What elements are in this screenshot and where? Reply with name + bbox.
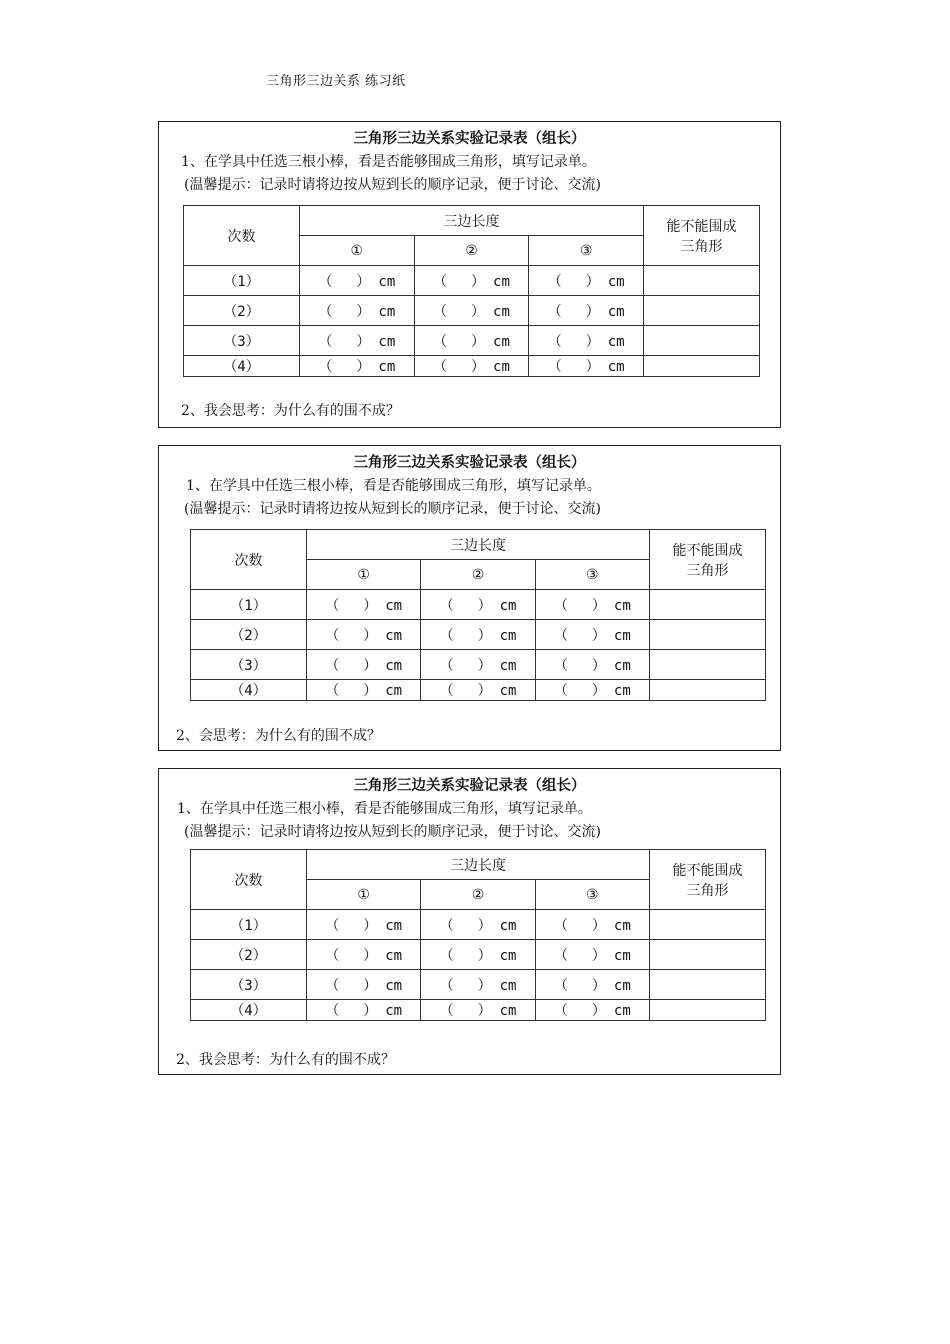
result-header-line1: 能不能围成 bbox=[672, 542, 743, 559]
length-cell[interactable]: （ ） cm bbox=[300, 296, 415, 326]
record-card-3 bbox=[158, 768, 781, 1075]
table-row bbox=[184, 266, 760, 296]
length-cell[interactable]: （ ） cm bbox=[421, 590, 535, 620]
result-cell[interactable] bbox=[650, 650, 766, 680]
length-cell[interactable]: （ ） cm bbox=[535, 910, 649, 940]
result-header-line2: 三角形 bbox=[686, 562, 729, 579]
length-cell[interactable]: （ ） cm bbox=[307, 940, 421, 970]
card-title: 三角形三边关系实验记录表（组长） bbox=[353, 131, 586, 147]
table-row bbox=[191, 1000, 766, 1021]
table-row bbox=[191, 590, 766, 620]
table-row bbox=[191, 680, 766, 701]
result-header-line2: 三角形 bbox=[680, 238, 723, 255]
row-label: （3） bbox=[191, 970, 307, 1000]
length-cell[interactable]: （ ） cm bbox=[307, 1000, 421, 1021]
instruction: 1、在学具中任选三根小棒，看是否能够围成三角形，填写记录单。 bbox=[186, 478, 601, 494]
result-cell[interactable] bbox=[644, 296, 760, 326]
side-label-1: ① bbox=[300, 236, 415, 266]
length-cell[interactable]: （ ） cm bbox=[535, 650, 649, 680]
hint: (温馨提示：记录时请将边按从短到长的顺序记录，便于讨论、交流) bbox=[184, 177, 601, 193]
hint: (温馨提示：记录时请将边按从短到长的顺序记录，便于讨论、交流) bbox=[184, 824, 601, 840]
length-cell[interactable]: （ ） cm bbox=[529, 356, 644, 377]
table-row bbox=[184, 356, 760, 377]
table-row bbox=[191, 970, 766, 1000]
table-row bbox=[191, 940, 766, 970]
side-label-1: ① bbox=[307, 880, 421, 910]
length-cell[interactable]: （ ） cm bbox=[529, 326, 644, 356]
row-label: （2） bbox=[191, 940, 307, 970]
result-cell[interactable] bbox=[650, 620, 766, 650]
think-question: 2、会思考：为什么有的围不成？ bbox=[176, 728, 381, 744]
length-cell[interactable]: （ ） cm bbox=[421, 970, 535, 1000]
side-label-3: ③ bbox=[535, 560, 649, 590]
length-cell[interactable]: （ ） cm bbox=[307, 680, 421, 701]
length-cell[interactable]: （ ） cm bbox=[414, 326, 529, 356]
card-title: 三角形三边关系实验记录表（组长） bbox=[353, 778, 586, 794]
length-header: 三边长度 bbox=[300, 206, 644, 236]
row-label: （1） bbox=[191, 910, 307, 940]
length-cell[interactable]: （ ） cm bbox=[421, 680, 535, 701]
count-header: 次数 bbox=[184, 206, 300, 266]
card-title: 三角形三边关系实验记录表（组长） bbox=[353, 455, 586, 471]
length-cell[interactable]: （ ） cm bbox=[414, 356, 529, 377]
side-label-3: ③ bbox=[529, 236, 644, 266]
record-table bbox=[190, 529, 766, 701]
result-header-line1: 能不能围成 bbox=[672, 862, 743, 879]
row-label: （2） bbox=[184, 296, 300, 326]
instruction: 1、在学具中任选三根小棒，看是否能够围成三角形，填写记录单。 bbox=[177, 801, 592, 817]
record-card-2 bbox=[158, 445, 781, 751]
length-cell[interactable]: （ ） cm bbox=[421, 910, 535, 940]
length-cell[interactable]: （ ） cm bbox=[307, 620, 421, 650]
row-label: （4） bbox=[191, 680, 307, 701]
record-table bbox=[190, 849, 766, 1021]
think-question: 2、我会思考：为什么有的围不成？ bbox=[181, 403, 400, 419]
length-cell[interactable]: （ ） cm bbox=[535, 1000, 649, 1021]
length-cell[interactable]: （ ） cm bbox=[414, 296, 529, 326]
table-row bbox=[184, 296, 760, 326]
record-table bbox=[183, 205, 760, 377]
row-label: （4） bbox=[184, 356, 300, 377]
result-cell[interactable] bbox=[650, 1000, 766, 1021]
length-cell[interactable]: （ ） cm bbox=[300, 266, 415, 296]
row-label: （2） bbox=[191, 620, 307, 650]
think-question: 2、我会思考：为什么有的围不成？ bbox=[176, 1052, 395, 1068]
side-label-2: ② bbox=[414, 236, 529, 266]
length-cell[interactable]: （ ） cm bbox=[307, 910, 421, 940]
side-label-1: ① bbox=[307, 560, 421, 590]
side-label-2: ② bbox=[421, 880, 535, 910]
count-header: 次数 bbox=[191, 530, 307, 590]
table-row bbox=[191, 620, 766, 650]
length-cell[interactable]: （ ） cm bbox=[421, 620, 535, 650]
row-label: （3） bbox=[191, 650, 307, 680]
length-cell[interactable]: （ ） cm bbox=[307, 970, 421, 1000]
side-label-2: ② bbox=[421, 560, 535, 590]
result-cell[interactable] bbox=[650, 940, 766, 970]
length-cell[interactable]: （ ） cm bbox=[529, 266, 644, 296]
length-cell[interactable]: （ ） cm bbox=[421, 1000, 535, 1021]
count-header: 次数 bbox=[191, 850, 307, 910]
length-cell[interactable]: （ ） cm bbox=[307, 590, 421, 620]
page-header: 三角形三边关系 练习纸 bbox=[266, 74, 406, 89]
row-label: （3） bbox=[184, 326, 300, 356]
result-header-line2: 三角形 bbox=[686, 882, 729, 899]
side-label-3: ③ bbox=[535, 880, 649, 910]
length-cell[interactable]: （ ） cm bbox=[421, 940, 535, 970]
table-row bbox=[191, 910, 766, 940]
result-cell[interactable] bbox=[650, 680, 766, 701]
length-cell[interactable]: （ ） cm bbox=[535, 590, 649, 620]
hint: (温馨提示：记录时请将边按从短到长的顺序记录，便于讨论、交流) bbox=[184, 501, 601, 517]
result-header bbox=[650, 850, 766, 910]
instruction: 1、在学具中任选三根小棒，看是否能够围成三角形，填写记录单。 bbox=[181, 154, 596, 170]
length-cell[interactable]: （ ） cm bbox=[535, 940, 649, 970]
result-cell[interactable] bbox=[644, 326, 760, 356]
result-cell[interactable] bbox=[650, 970, 766, 1000]
result-cell[interactable] bbox=[644, 356, 760, 377]
result-cell[interactable] bbox=[644, 266, 760, 296]
result-header-line1: 能不能围成 bbox=[666, 218, 737, 235]
length-cell[interactable]: （ ） cm bbox=[421, 650, 535, 680]
row-label: （4） bbox=[191, 1000, 307, 1021]
table-row bbox=[191, 650, 766, 680]
result-header bbox=[650, 530, 766, 590]
table-row bbox=[184, 326, 760, 356]
length-header: 三边长度 bbox=[307, 850, 650, 880]
length-cell[interactable]: （ ） cm bbox=[414, 266, 529, 296]
row-label: （1） bbox=[191, 590, 307, 620]
result-cell[interactable] bbox=[650, 590, 766, 620]
length-cell[interactable]: （ ） cm bbox=[529, 296, 644, 326]
result-header bbox=[644, 206, 760, 266]
result-cell[interactable] bbox=[650, 910, 766, 940]
record-card-1 bbox=[158, 121, 781, 428]
length-header: 三边长度 bbox=[307, 530, 650, 560]
length-cell[interactable]: （ ） cm bbox=[535, 620, 649, 650]
length-cell[interactable]: （ ） cm bbox=[535, 680, 649, 701]
length-cell[interactable]: （ ） cm bbox=[307, 650, 421, 680]
row-label: （1） bbox=[184, 266, 300, 296]
length-cell[interactable]: （ ） cm bbox=[300, 326, 415, 356]
length-cell[interactable]: （ ） cm bbox=[535, 970, 649, 1000]
length-cell[interactable]: （ ） cm bbox=[300, 356, 415, 377]
